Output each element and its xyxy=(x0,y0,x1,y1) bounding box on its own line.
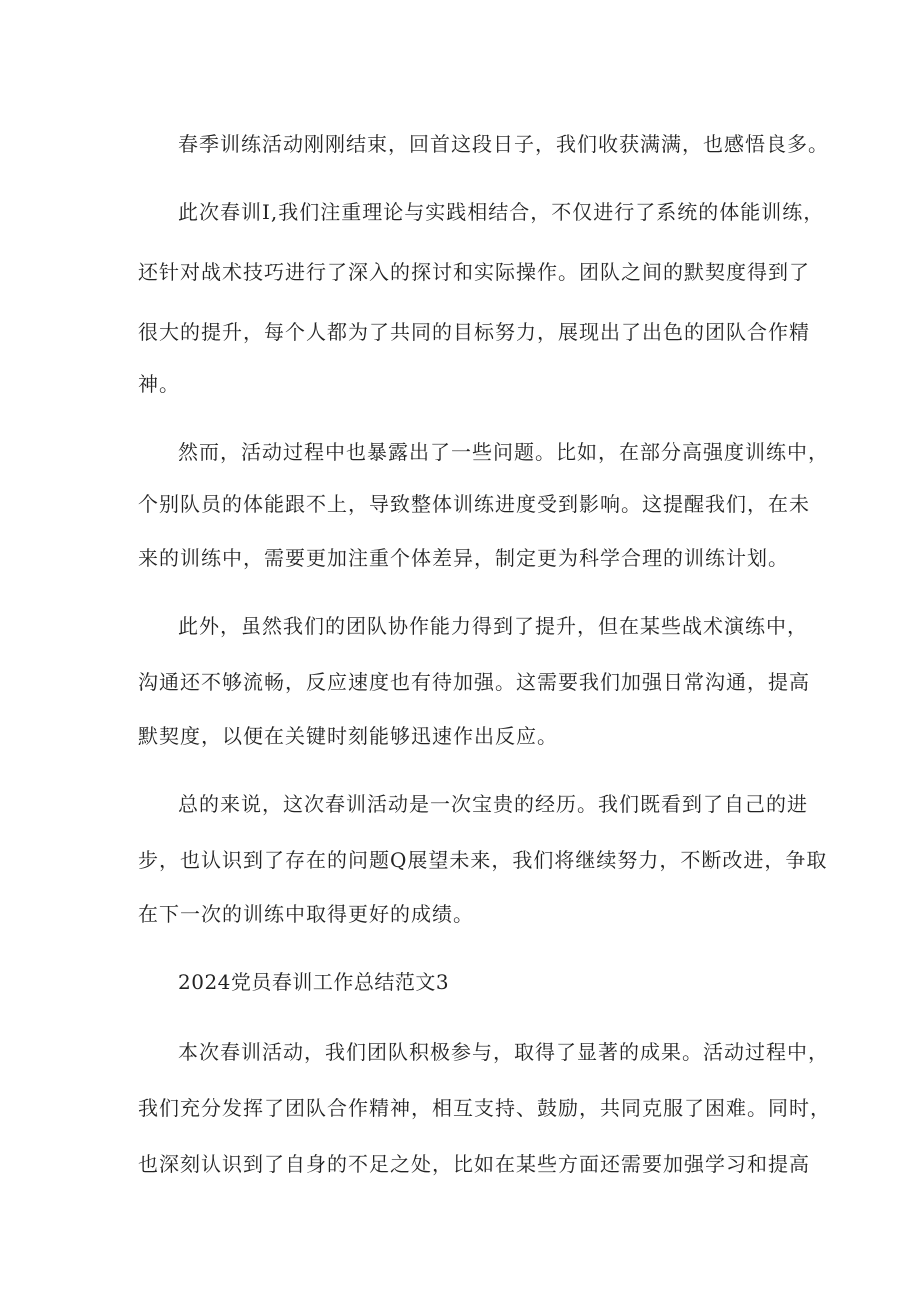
paragraph-4-line-1: 此外，虽然我们的团队协作能力得到了提升，但在某些战术演练中， xyxy=(178,614,808,638)
paragraph-5-line-3: 在下一次的训练中取得更好的成绩。 xyxy=(138,902,474,926)
paragraph-2-line-3: 很大的提升，每个人都为了共同的目标努力，展现出了出色的团队合作精 xyxy=(138,320,810,344)
paragraph-3-line-2: 个别队员的体能跟不上，导致整体训练进度受到影响。这提醒我们，在未 xyxy=(138,492,810,516)
paragraph-4-line-3: 默契度，以便在关键时刻能够迅速作出反应。 xyxy=(138,724,558,748)
paragraph-2-line-1: 此次春训I,我们注重理论与实践相结合，不仅进行了系统的体能训练， xyxy=(178,200,825,224)
paragraph-5-line-2: 步，也认识到了存在的问题Q展望未来，我们将继续努力，不断改进，争取 xyxy=(138,848,828,872)
paragraph-4-line-2: 沟通还不够流畅，反应速度也有待加强。这需要我们加强日常沟通，提高 xyxy=(138,670,810,694)
paragraph-2-line-2: 还针对战术技巧进行了深入的探讨和实际操作。团队之间的默契度得到了 xyxy=(138,260,810,284)
paragraph-3-line-3: 来的训练中，需要更加注重个体差异，制定更为科学合理的训练计划。 xyxy=(138,546,789,570)
paragraph-2-line-4: 神。 xyxy=(138,372,180,396)
paragraph-6-line-1: 本次春训活动，我们团队积极参与，取得了显著的成果。活动过程中， xyxy=(178,1040,829,1064)
paragraph-5-line-1: 总的来说，这次春训活动是一次宝贵的经历。我们既看到了自己的进 xyxy=(178,792,808,816)
paragraph-1-line-1: 春季训练活动刚刚结束，回首这段日子，我们收获满满，也感悟良多。 xyxy=(178,132,829,156)
paragraph-6-line-2: 我们充分发挥了团队合作精神，相互支持、鼓励，共同克服了困难。同时， xyxy=(138,1096,831,1120)
section-heading: 2024党员春训工作总结范文3 xyxy=(178,970,450,994)
paragraph-3-line-1: 然而，活动过程中也暴露出了一些问题。比如，在部分高强度训练中， xyxy=(178,440,829,464)
paragraph-6-line-3: 也深刻认识到了自身的不足之处，比如在某些方面还需要加强学习和提高 xyxy=(138,1152,810,1176)
